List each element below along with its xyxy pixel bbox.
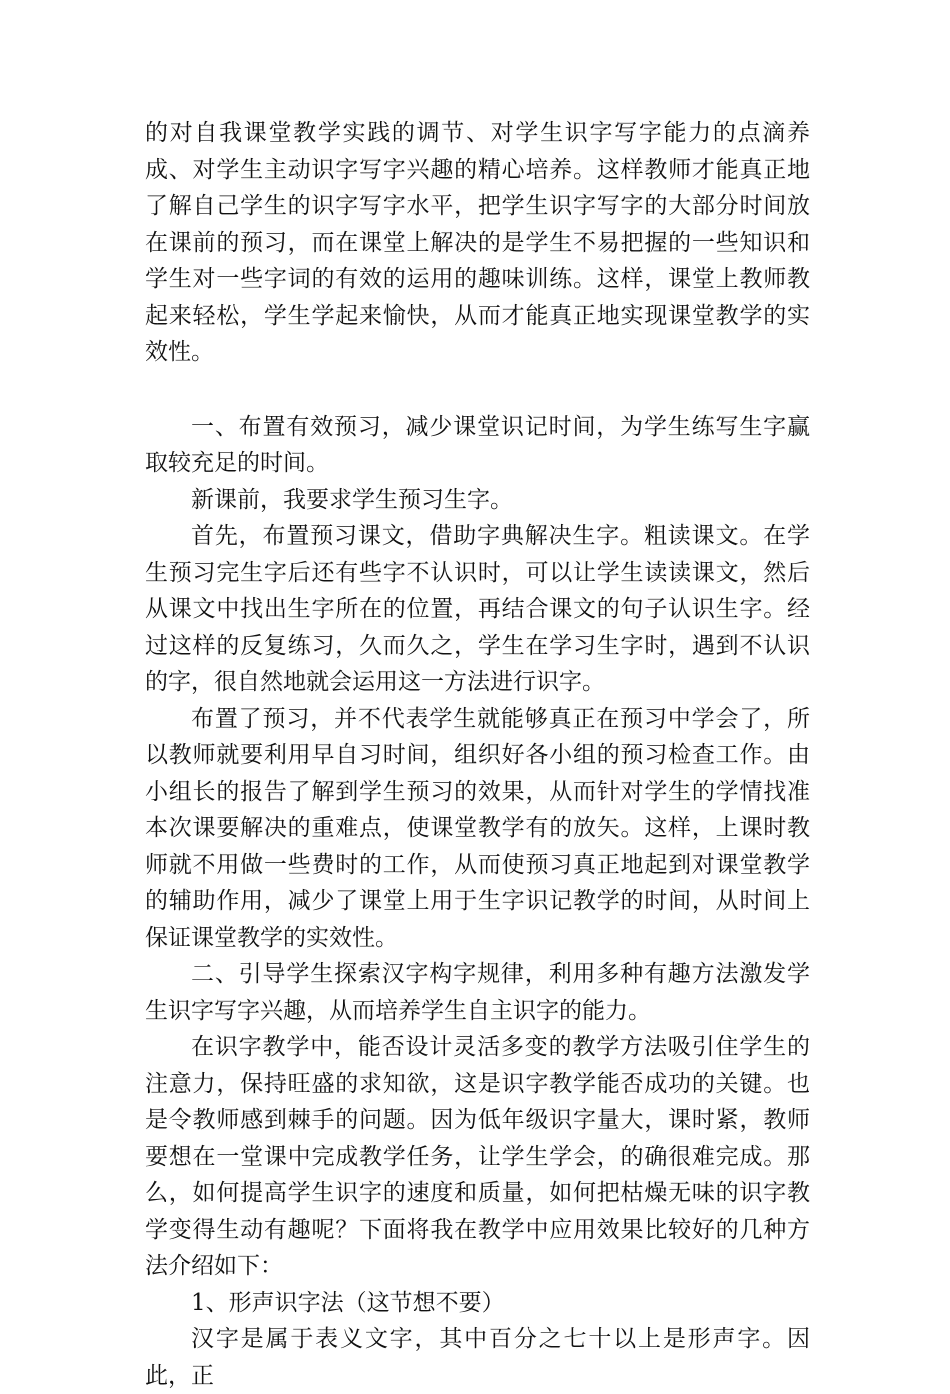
paragraph-continuation: 的对自我课堂教学实践的调节、对学生识字写字能力的点滴养成、对学生主动识字写字兴趣的精心培养。这样教师才能真正地了解自己学生的识字写字水平，把学生识字写字的大部分时间放在课前的预习，而在课堂上解决的是学生不易把握的一些知识和学生对一些字词的有效的运用的趣味训练。这样，课堂上教师教起来轻松，学生学起来愉快，从而才能真正地实现课堂教学的实效性。 bbox=[145, 120, 810, 365]
paragraph: 新课前，我要求学生预习生字。 bbox=[191, 486, 513, 513]
paragraph: 布置了预习，并不代表学生就能够真正在预习中学会了，所以教师就要利用早自习时间，组织好各小组的预习检查工作。由小组长的报告了解到学生预习的效果，从而针对学生的学情找准本次课要解决的重难点，使课堂教学有的放矢。这样，上课时教师就不用做一些费时的工作，从而使预习真正地起到对课堂教学的辅助作用，减少了课堂上用于生字识记教学的时间，从时间上保证课堂教学的实效性。 bbox=[145, 705, 810, 951]
section-heading-1: 一、布置有效预习，减少课堂识记时间，为学生练写生字赢取较充足的时间。 bbox=[145, 413, 810, 476]
paragraph: 首先，布置预习课文，借助字典解决生字。粗读课文。在学生预习完生字后还有些字不认识时，可以让学生读读课文，然后从课文中找出生字所在的位置，再结合课文的句子认识生字。经过这样的反复练习，久而久之，学生在学习生字时，遇到不认识的字，很自然地就会运用这一方法进行识字。 bbox=[145, 523, 810, 695]
paragraph-gap bbox=[145, 371, 810, 409]
subsection-heading: 1、形声识字法（这节想不要） bbox=[191, 1289, 505, 1316]
document-body bbox=[145, 115, 810, 1394]
paragraph: 在识字教学中，能否设计灵活多变的教学方法吸引住学生的注意力，保持旺盛的求知欲，这是识字教学能否成功的关键。也是令教师感到棘手的问题。因为低年级识字量大，课时紧，教师要想在一堂课中完成教学任务，让学生学会，的确很难完成。那么，如何提高学生识字的速度和质量，如何把枯燥无味的识字教学变得生动有趣呢？下面将我在教学中应用效果比较好的几种方法介绍如下： bbox=[145, 1034, 810, 1279]
paragraph: 汉字是属于表义文字，其中百分之七十以上是形声字。因此，正 bbox=[145, 1326, 810, 1389]
section-heading-2: 二、引导学生探索汉字构字规律，利用多种有趣方法激发学生识字写字兴趣，从而培养学生自主识字的能力。 bbox=[145, 961, 810, 1024]
